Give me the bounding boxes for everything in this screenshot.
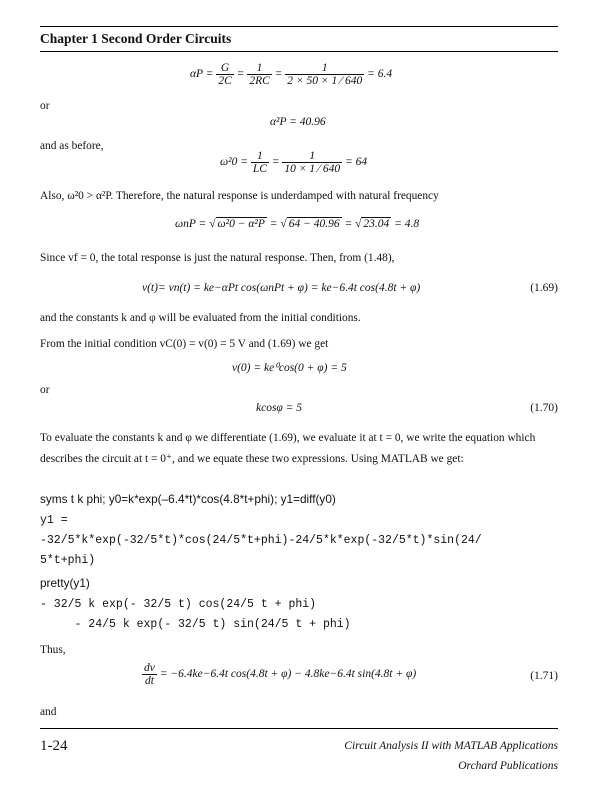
text-constants: and the constants k and φ will be evaluated from the initial conditions. — [40, 312, 361, 324]
page-number: 1-24 — [40, 738, 68, 754]
equation-1-71 — [142, 662, 416, 687]
eq-lhs: ω²0 = — [220, 156, 248, 169]
equation-v0: v(0) = ke⁰cos(0 + φ) = 5 — [232, 362, 347, 374]
equals: = — [271, 156, 280, 169]
eq-result: = 64 — [344, 156, 368, 169]
text-also: Also, ω²0 > α²P. Therefore, the natural response is underdamped with natural frequency — [40, 190, 439, 202]
code-y1-line-2: 5*t+phi) — [40, 554, 96, 567]
denominator: LC — [252, 163, 267, 175]
equation-1-70: kcosφ = 5 — [256, 402, 303, 414]
fraction — [216, 62, 233, 87]
top-rule — [40, 26, 558, 27]
numerator: 1 — [282, 150, 342, 163]
equation-number-1-70: (1.70) — [530, 402, 558, 414]
equation-alpha-p-squared: α²P = 40.96 — [270, 116, 326, 128]
eq-result: = 6.4 — [367, 68, 393, 81]
equals: = — [274, 68, 283, 81]
fraction — [247, 62, 271, 87]
text-initial-condition: From the initial condition vC(0) = v(0) = 5 V and (1.69) we get — [40, 338, 329, 350]
code-pretty-line-2: - 24/5 k exp(- 32/5 t) sin(24/5 t + phi) — [40, 618, 351, 631]
fraction — [282, 150, 342, 175]
eq-rhs: = −6.4ke−6.4t cos(4.8t + φ) − 4.8ke−6.4t sin(4.8t + φ) — [159, 668, 417, 681]
fraction — [285, 62, 364, 87]
eq-lhs: αP = — [190, 68, 214, 81]
text-or-2: or — [40, 384, 50, 396]
numerator: G — [216, 62, 233, 75]
denominator: 10 × 1 ⁄ 640 — [284, 163, 341, 175]
eq-lhs: ωnP = — [175, 218, 207, 230]
equals: = — [236, 68, 245, 81]
header-rule — [40, 51, 558, 52]
denominator: dt — [144, 675, 154, 687]
text-as-before: and as before, — [40, 140, 104, 152]
denominator: 2RC — [249, 75, 270, 87]
equation-number-1-71: (1.71) — [530, 670, 558, 682]
fraction — [251, 150, 269, 175]
numerator: dv — [144, 662, 155, 674]
equation-1-69: v(t)= vn(t) = ke−αPt cos(ωnPt + φ) = ke−6.4t cos(4.8t + φ) — [142, 282, 421, 294]
radicand: 23.04 — [363, 218, 390, 230]
text-evaluate: To evaluate the constants k and φ we differentiate (1.69), we evaluate it at t = 0, we write the equation which describes the circuit at t = 0⁺, and we equate these two expressions. Using MATLAB we get: — [40, 432, 536, 465]
denominator: 2C — [218, 75, 232, 87]
equation-omega0-squared — [220, 150, 367, 175]
book-title: Circuit Analysis II with MATLAB Applications — [344, 740, 558, 752]
code-y1-label: y1 = — [40, 514, 68, 527]
denominator: 2 × 50 × 1 ⁄ 640 — [287, 75, 363, 87]
numerator: 1 — [251, 150, 269, 163]
equation-number-1-69: (1.69) — [530, 282, 558, 294]
text-or-1: or — [40, 100, 50, 112]
numerator: 1 — [247, 62, 271, 75]
publisher: Orchard Publications — [458, 760, 558, 772]
text-since: Since vf = 0, the total response is just the natural response. Then, from (1.48), — [40, 252, 395, 264]
radicand: ω²0 − α²P — [217, 218, 265, 230]
footer-rule — [40, 728, 558, 729]
equals: = — [344, 218, 353, 230]
chapter-header: Chapter 1 Second Order Circuits — [40, 31, 232, 46]
equation-omega-np: ωnP = √ ω²0 − α²P = √ 64 − 40.96 = √ 23.04 = 4.8 — [175, 218, 420, 230]
equals: = — [269, 218, 278, 230]
fraction — [142, 662, 157, 687]
code-pretty-line-1: - 32/5 k exp(- 32/5 t) cos(24/5 t + phi) — [40, 598, 317, 611]
matlab-command: syms t k phi; y0=k*exp(–6.4*t)*cos(4.8*t+phi); y1=diff(y0) — [40, 492, 336, 506]
code-y1-line-1: -32/5*k*exp(-32/5*t)*cos(24/5*t+phi)-24/5*k*exp(-32/5*t)*sin(24/ — [40, 534, 482, 547]
text-thus: Thus, — [40, 644, 66, 656]
equation-alpha-p — [190, 62, 392, 87]
eq-result: = 4.8 — [394, 218, 420, 230]
radicand: 64 − 40.96 — [288, 218, 340, 230]
numerator: 1 — [285, 62, 364, 75]
text-and: and — [40, 706, 57, 718]
pretty-command: pretty(y1) — [40, 576, 90, 590]
